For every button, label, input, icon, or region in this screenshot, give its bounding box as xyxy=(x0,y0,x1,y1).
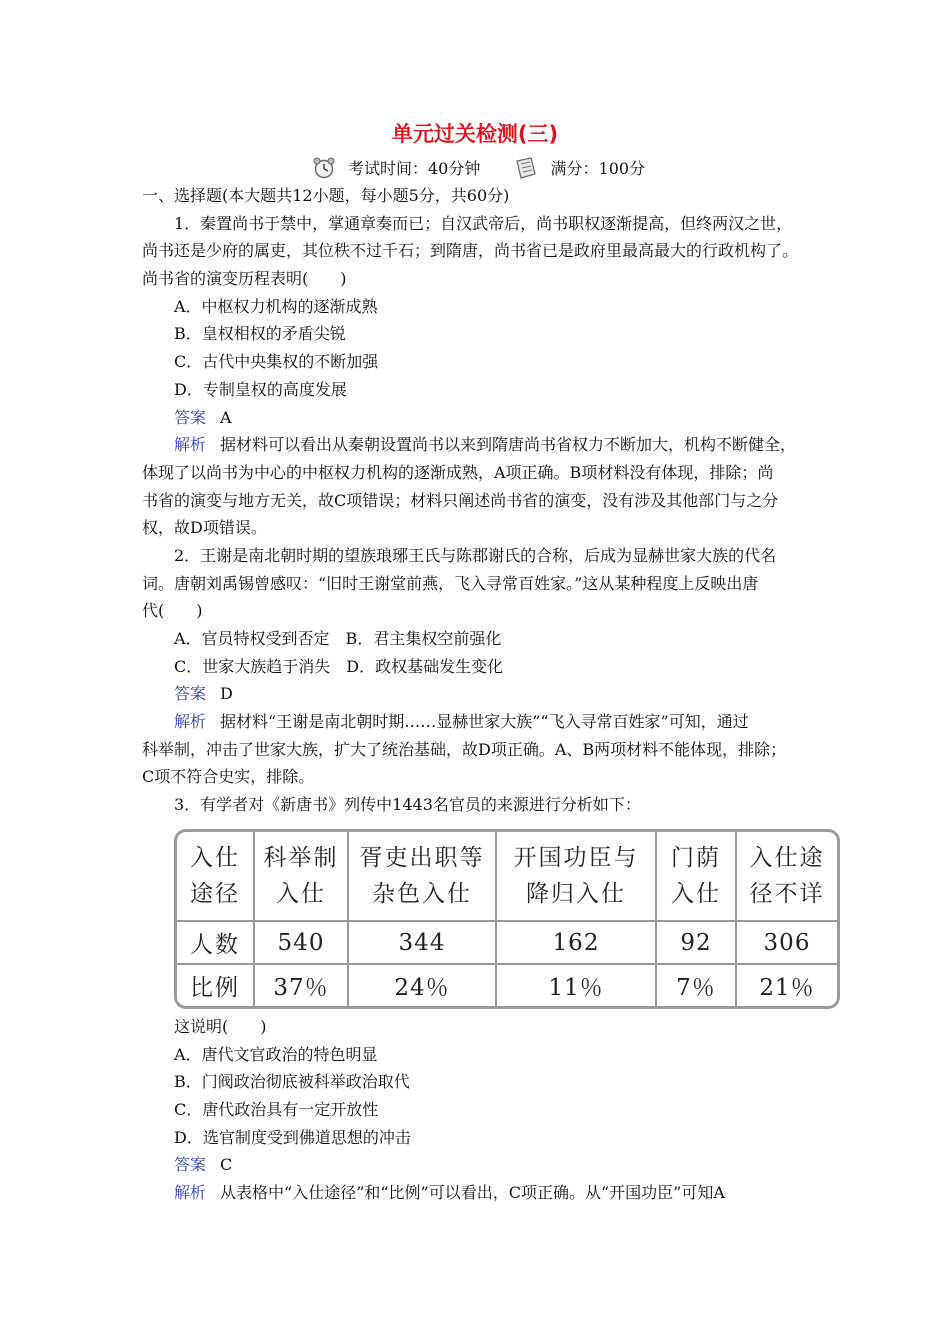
table-cell: 24％ xyxy=(348,964,496,1006)
analysis-label: 解析 xyxy=(174,1182,207,1202)
option-d: D．选官制度受到佛道思想的冲击 xyxy=(174,1127,411,1147)
question-2 xyxy=(142,542,822,791)
table-cell: 11％ xyxy=(496,964,656,1006)
analysis-text: 据材料可以看出从秦朝设置尚书以来到隋唐尚书省权力不断加大，机构不断健全， xyxy=(220,435,797,455)
analysis-text: 据材料“王谢是南北朝时期……显赫世家大族”“飞入寻常百姓家”可知，通过 xyxy=(220,712,749,732)
option-a: A．中枢权力机构的逐渐成熟 xyxy=(174,296,378,316)
table-header-cell: 入仕途 径不详 xyxy=(736,832,837,921)
full-score: 满分：100分 xyxy=(550,159,646,178)
analysis-text: 从表格中“入仕途径”和“比例”可以看出，C项正确。从“开国功臣”可知A xyxy=(220,1182,725,1202)
answer-label: 答案 xyxy=(174,407,207,427)
table-row xyxy=(177,921,837,964)
option-row: C．世家大族趋于消失 D．政权基础发生变化 xyxy=(174,656,504,676)
option-d: D．专制皇权的高度发展 xyxy=(174,379,347,399)
table-cell: 306 xyxy=(736,921,837,964)
answer-line xyxy=(142,680,822,708)
analysis-text: 书省的演变与地方无关，故C项错误；材料只阐述尚书省的演变，没有涉及其他部门与之分 xyxy=(142,490,779,510)
analysis-label: 解析 xyxy=(174,712,207,732)
analysis-line xyxy=(142,708,822,736)
table-cell: 21％ xyxy=(736,964,837,1006)
table-cell: 37％ xyxy=(254,964,348,1006)
option-row: A．官员特权受到否定 B．君主集权空前强化 xyxy=(174,629,502,648)
analysis-text: 权，故D项错误。 xyxy=(142,518,267,538)
exam-info xyxy=(0,154,950,184)
table-header-cell: 科举制 入仕 xyxy=(254,832,348,921)
table-cell: 7％ xyxy=(656,964,736,1006)
table-cell: 344 xyxy=(348,921,496,964)
table-header-cell: 门荫 入仕 xyxy=(656,832,736,921)
answer-value: A xyxy=(220,407,232,427)
analysis-text: 体现了以尚书为中心的中枢权力机构的逐渐成熟，A项正确。B项材料没有体现，排除；尚 xyxy=(142,462,774,482)
table-cell: 540 xyxy=(254,921,348,964)
option-c: C．古代中央集权的不断加强 xyxy=(174,352,379,372)
section-heading: 一、选择题(本大题共12小题，每小题5分，共60分) xyxy=(142,186,510,205)
table-header-cell: 入仕 途径 xyxy=(177,832,254,921)
question-followup: 这说明( ) xyxy=(174,1016,267,1036)
answer-label: 答案 xyxy=(174,1155,207,1175)
option-b: B．门阀政治彻底被科举政治取代 xyxy=(174,1072,410,1092)
question-stem-line: 尚书还是少府的属吏，其位秩不过千石；到隋唐，尚书省已是政府里最高最大的行政机构了。 xyxy=(142,241,799,261)
option-c: C．唐代政治具有一定开放性 xyxy=(174,1099,379,1119)
document-body xyxy=(142,182,825,1207)
analysis-label: 解析 xyxy=(174,435,207,455)
answer-label: 答案 xyxy=(174,684,207,704)
table-row-label: 人数 xyxy=(177,921,254,964)
exam-time: 考试时间：40分钟 xyxy=(347,159,481,178)
question-stem-line: 1．秦置尚书于禁中，掌通章奏而已；自汉武帝后，尚书职权逐渐提高，但终两汉之世， xyxy=(174,213,793,233)
table-cell: 162 xyxy=(496,921,656,964)
question-stem-line: 尚书省的演变历程表明( ) xyxy=(142,269,347,289)
analysis-text: 科举制，冲击了世家大族，扩大了统治基础，故D项正确。A、B两项材料不能体现，排除； xyxy=(142,739,787,759)
option-b: B．皇权相权的矛盾尖锐 xyxy=(174,324,346,344)
question-stem-line: 3．有学者对《新唐书》列传中1443名官员的来源进行分析如下： xyxy=(174,795,641,815)
table-header-cell: 开国功臣与 降归入仕 xyxy=(496,832,656,921)
table-cell: 92 xyxy=(656,921,736,964)
question-stem-line: 代( ) xyxy=(142,601,203,621)
question-3 xyxy=(142,791,825,1207)
table-header-row xyxy=(177,832,837,921)
page-title: 单元过关检测(三) xyxy=(391,122,559,146)
analysis-text: C项不符合史实，排除。 xyxy=(142,767,315,787)
exam-paper-icon xyxy=(513,156,539,180)
table-row xyxy=(177,964,837,1006)
option-a: A．唐代文官政治的特色明显 xyxy=(174,1044,378,1064)
question-stem-line: 词。唐朝刘禹锡曾感叹：“旧时王谢堂前燕，飞入寻常百姓家。”这从某种程度上反映出唐 xyxy=(142,573,759,593)
table-header-cell: 胥吏出职等 杂色入仕 xyxy=(348,832,496,921)
alarm-clock-icon xyxy=(311,156,337,180)
answer-line xyxy=(142,404,822,432)
official-origin-table xyxy=(174,829,840,1009)
analysis-line xyxy=(142,431,822,459)
question-1 xyxy=(142,210,822,542)
answer-value: C xyxy=(220,1155,233,1175)
question-stem-line: 2．王谢是南北朝时期的望族琅琊王氏与陈郡谢氏的合称，后成为显赫世家大族的代名 xyxy=(174,545,777,565)
answer-value: D xyxy=(220,684,233,704)
answer-line xyxy=(142,1151,822,1179)
table-row-label: 比例 xyxy=(177,964,254,1006)
analysis-line xyxy=(142,1179,822,1207)
